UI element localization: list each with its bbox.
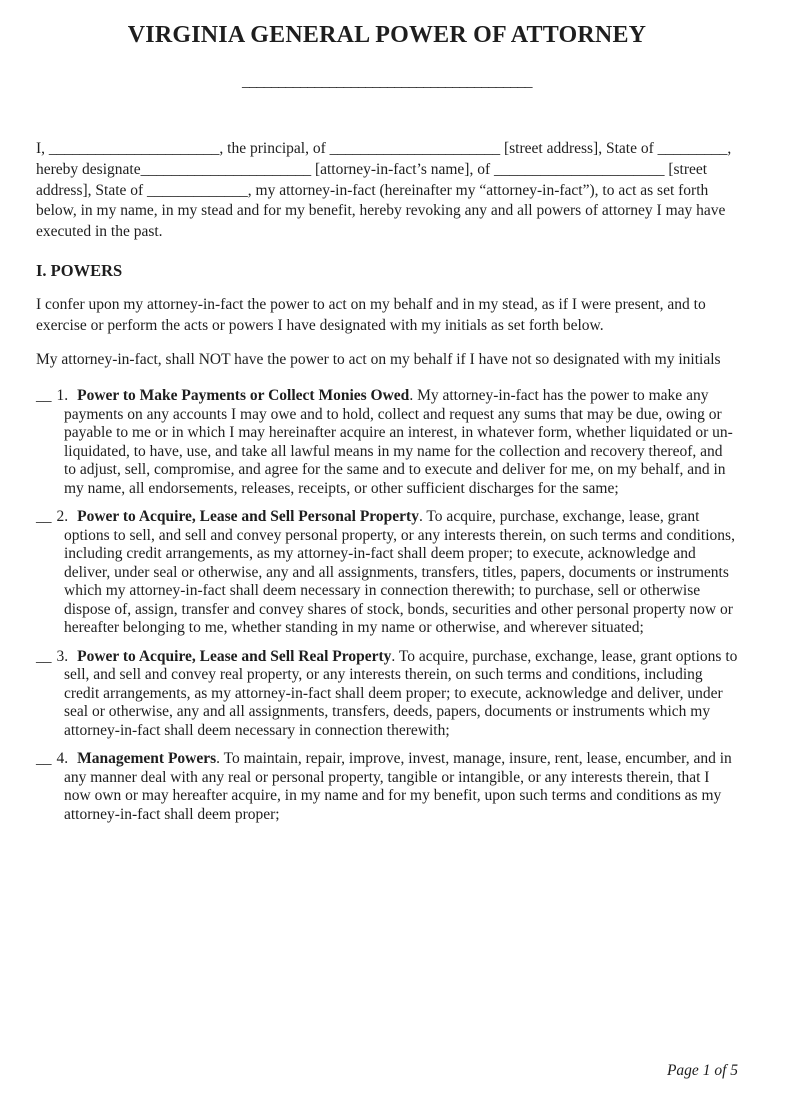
- item-title: Power to Acquire, Lease and Sell Real Property: [77, 647, 392, 665]
- powers-intro-paragraph: I confer upon my attorney-in-fact the power to act on my behalf and in my stead, as if I were present, and to exercise or perform the acts or powers I have designated with my initials as set forth below.: [36, 295, 706, 334]
- initials-blank: __: [36, 750, 52, 768]
- item-title: Management Powers: [77, 750, 217, 768]
- initials-blank: __: [36, 387, 52, 405]
- power-item-3: [36, 648, 738, 741]
- initials-blank: __: [36, 647, 52, 665]
- title-blank-line: ________________________________________: [242, 73, 532, 90]
- item-number: 1.: [56, 387, 69, 405]
- document-title: VIRGINIA GENERAL POWER OF ATTORNEY: [127, 22, 647, 48]
- item-body: . To acquire, purchase, exchange, lease, grant options to sell, and sell and convey real property, or any interests therein, on such terms and conditions, including credit arrangements, as my attorney-in-fact shall deem proper; to execute, acknowledge and deliver, under seal or otherwise, any and all assignments, transfers, deeds, papers, documents or instruments which my attorney-in-fact shall deem necessary in connection therewith;: [64, 647, 738, 739]
- powers-list: [36, 387, 738, 824]
- power-item-4: [36, 750, 738, 824]
- item-body: . My attorney-in-fact has the power to make any payments on any accounts I may owe and to hold, collect and request any sums that may be due, owing or payable to me or in which I may hereinafter acquire an interest, in whatever form, whether liquidated or un-liquidated, to have, use, and take all lawful means in my name for the collection and recovery thereof, and to adjust, sell, compromise, and agree for the same and to execute and deliver for me, on my behalf, and in my name, all endorsements, releases, receipts, or other sufficient discharges for the same;: [64, 387, 733, 497]
- power-item-1: [36, 387, 738, 498]
- item-title: Power to Make Payments or Collect Monies Owed: [77, 387, 410, 405]
- item-number: 2.: [56, 508, 69, 526]
- item-title: Power to Acquire, Lease and Sell Personal Property: [77, 508, 419, 526]
- intro-paragraph: I, ______________________, the principal, of ______________________ [street address], State of _________, hereby designate______________________ [attorney-in-fact’s name], of ______________________ [street address], State of _____________, my attorney-in-fact (hereinafter my “attorney-in-fact”), to act as set forth below, in my name, in my stead and for my benefit, hereby revoking any and all powers of attorney I may have executed in the past.: [36, 140, 732, 241]
- page-number: Page 1 of 5: [666, 1062, 738, 1079]
- item-number: 3.: [56, 647, 69, 665]
- powers-note-paragraph: My attorney-in-fact, shall NOT have the power to act on my behalf if I have not so designated with my initials: [36, 350, 721, 368]
- item-body: . To maintain, repair, improve, invest, manage, insure, rent, lease, encumber, and in any manner deal with any real or personal property, tangible or intangible, or any interests therein, that I now own or may hereafter acquire, in my name and for my benefit, upon such terms and conditions as my attorney-in-fact shall deem proper;: [64, 750, 732, 823]
- initials-blank: __: [36, 508, 52, 526]
- powers-section-heading: I. POWERS: [36, 260, 123, 280]
- item-number: 4.: [56, 750, 69, 768]
- item-body: . To acquire, purchase, exchange, lease, grant options to sell, and sell and convey personal property, or any interests therein, on such terms and conditions, including credit arrangements, as my attorney-in-fact shall deem proper; to execute, acknowledge and deliver, under seal or otherwise, any and all assignments, transfers, titles, papers, documents or instruments which my attorney-in-fact shall deem necessary in connection therewith; to purchase, sell or otherwise dispose of, assign, transfer and convey shares of stock, bonds, securities and other personal property now or hereafter belonging to me, whether standing in my name or otherwise, and wherever situated;: [64, 508, 735, 637]
- power-item-2: [36, 508, 738, 638]
